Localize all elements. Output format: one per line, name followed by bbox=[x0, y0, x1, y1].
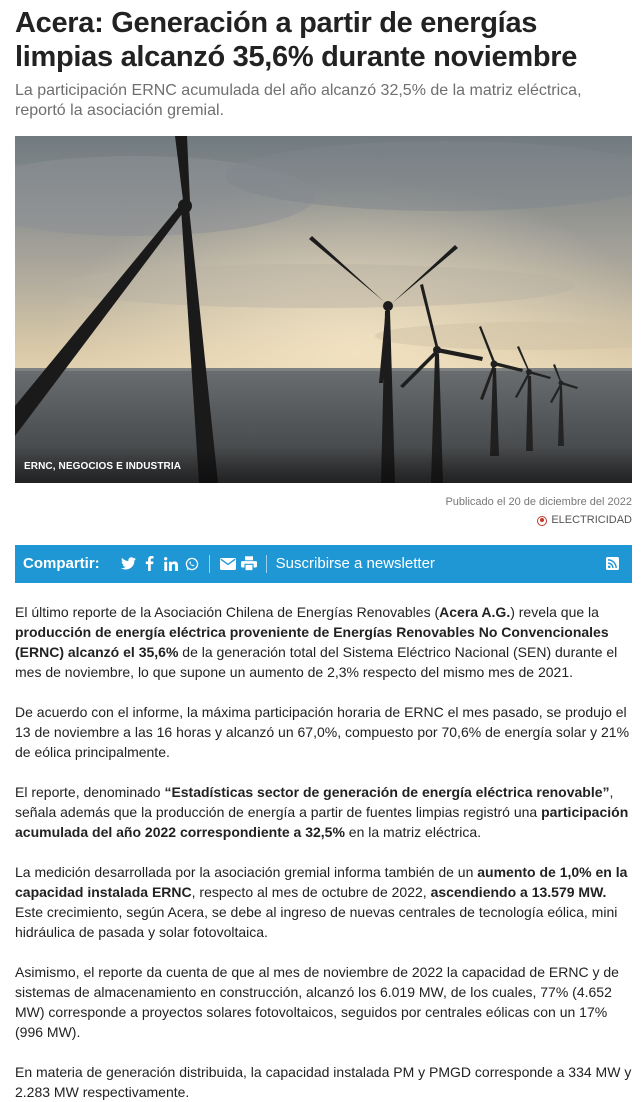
wind-turbines-photo bbox=[15, 136, 632, 483]
paragraph-4: La medición desarrollada por la asociación gremial informa también de un aumento de 1,0% en la capacidad instalada ERNC, respecto al mes de octubre de 2022, ascendiendo a 13.579 MW. Este crecimiento, según Acera, se debe al ingreso de nuevas centrales de tecnología eólica, mini hidráulica de pasada y solar fotovoltaica. bbox=[15, 863, 628, 940]
hero-image bbox=[15, 136, 632, 483]
category-label[interactable]: ELECTRICIDAD bbox=[551, 514, 632, 526]
paragraph-5: Asimismo, el reporte da cuenta de que al mes de noviembre de 2022 la capacidad de ERNC y de sistemas de almacenamiento en construcción, alcanzó los 6.019 MW, de los cuales, 77% (4.652 MW) corresponde a proyectos solares fotovoltaicos, seguidos por centrales eólicas con un 17% (996 MW). bbox=[15, 963, 619, 1040]
category-link[interactable] bbox=[537, 513, 632, 528]
article-body bbox=[15, 602, 632, 1102]
share-divider-2 bbox=[266, 555, 267, 573]
print-icon[interactable] bbox=[240, 555, 258, 573]
article-title: Acera: Generación a partir de energías limpias alcanzó 35,6% durante noviembre bbox=[15, 7, 578, 73]
image-caption-overlay bbox=[15, 447, 632, 483]
email-icon[interactable] bbox=[219, 555, 237, 573]
paragraph-1: El último reporte de la Asociación Chilena de Energías Renovables (Acera A.G.) revela que la producción de energía eléctrica proveniente de Energías Renovables No Convencionales (ERNC) alcanzó el 35,6% de la generación total del Sistema Eléctrico Nacional (SEN) durante el mes de noviembre, lo que supone un aumento de 2,3% respecto del mismo mes de 2021. bbox=[15, 603, 618, 680]
facebook-icon[interactable] bbox=[141, 555, 159, 573]
article-meta bbox=[15, 495, 632, 531]
linkedin-icon[interactable] bbox=[162, 555, 180, 573]
article-subtitle: La participación ERNC acumulada del año alcanzó 32,5% de la matriz eléctrica, reportó la asociación gremial. bbox=[15, 82, 582, 119]
newsletter-link[interactable]: Suscribirse a newsletter bbox=[275, 555, 435, 572]
paragraph-6: En materia de generación distribuida, la capacidad instalada PM y PMGD corresponde a 334 MW y 2.283 MW respectivamente. bbox=[15, 1063, 632, 1100]
publish-date: Publicado el 20 de diciembre del 2022 bbox=[445, 496, 632, 508]
paragraph-2: De acuerdo con el informe, la máxima participación horaria de ERNC el mes pasado, se produjo el 13 de noviembre a las 16 horas y alcanzó un 67,0%, compuesto por 70,6% de energía solar y 21% de eólica principalmente. bbox=[15, 703, 630, 760]
image-category-tag[interactable]: ERNC, NEGOCIOS E INDUSTRIA bbox=[24, 461, 182, 472]
share-divider bbox=[209, 555, 210, 573]
paragraph-3: El reporte, denominado “Estadísticas sector de generación de energía eléctrica renovable”, señala además que la producción de energía a partir de fuentes limpias registró una participación acumulada del año 2022 correspondiente a 32,5% en la matriz eléctrica. bbox=[15, 783, 629, 840]
rss-icon[interactable] bbox=[603, 555, 621, 573]
share-label: Compartir: bbox=[23, 555, 100, 572]
target-icon bbox=[537, 516, 547, 526]
share-bar bbox=[15, 545, 632, 583]
twitter-icon[interactable] bbox=[120, 555, 138, 573]
whatsapp-icon[interactable] bbox=[183, 555, 201, 573]
